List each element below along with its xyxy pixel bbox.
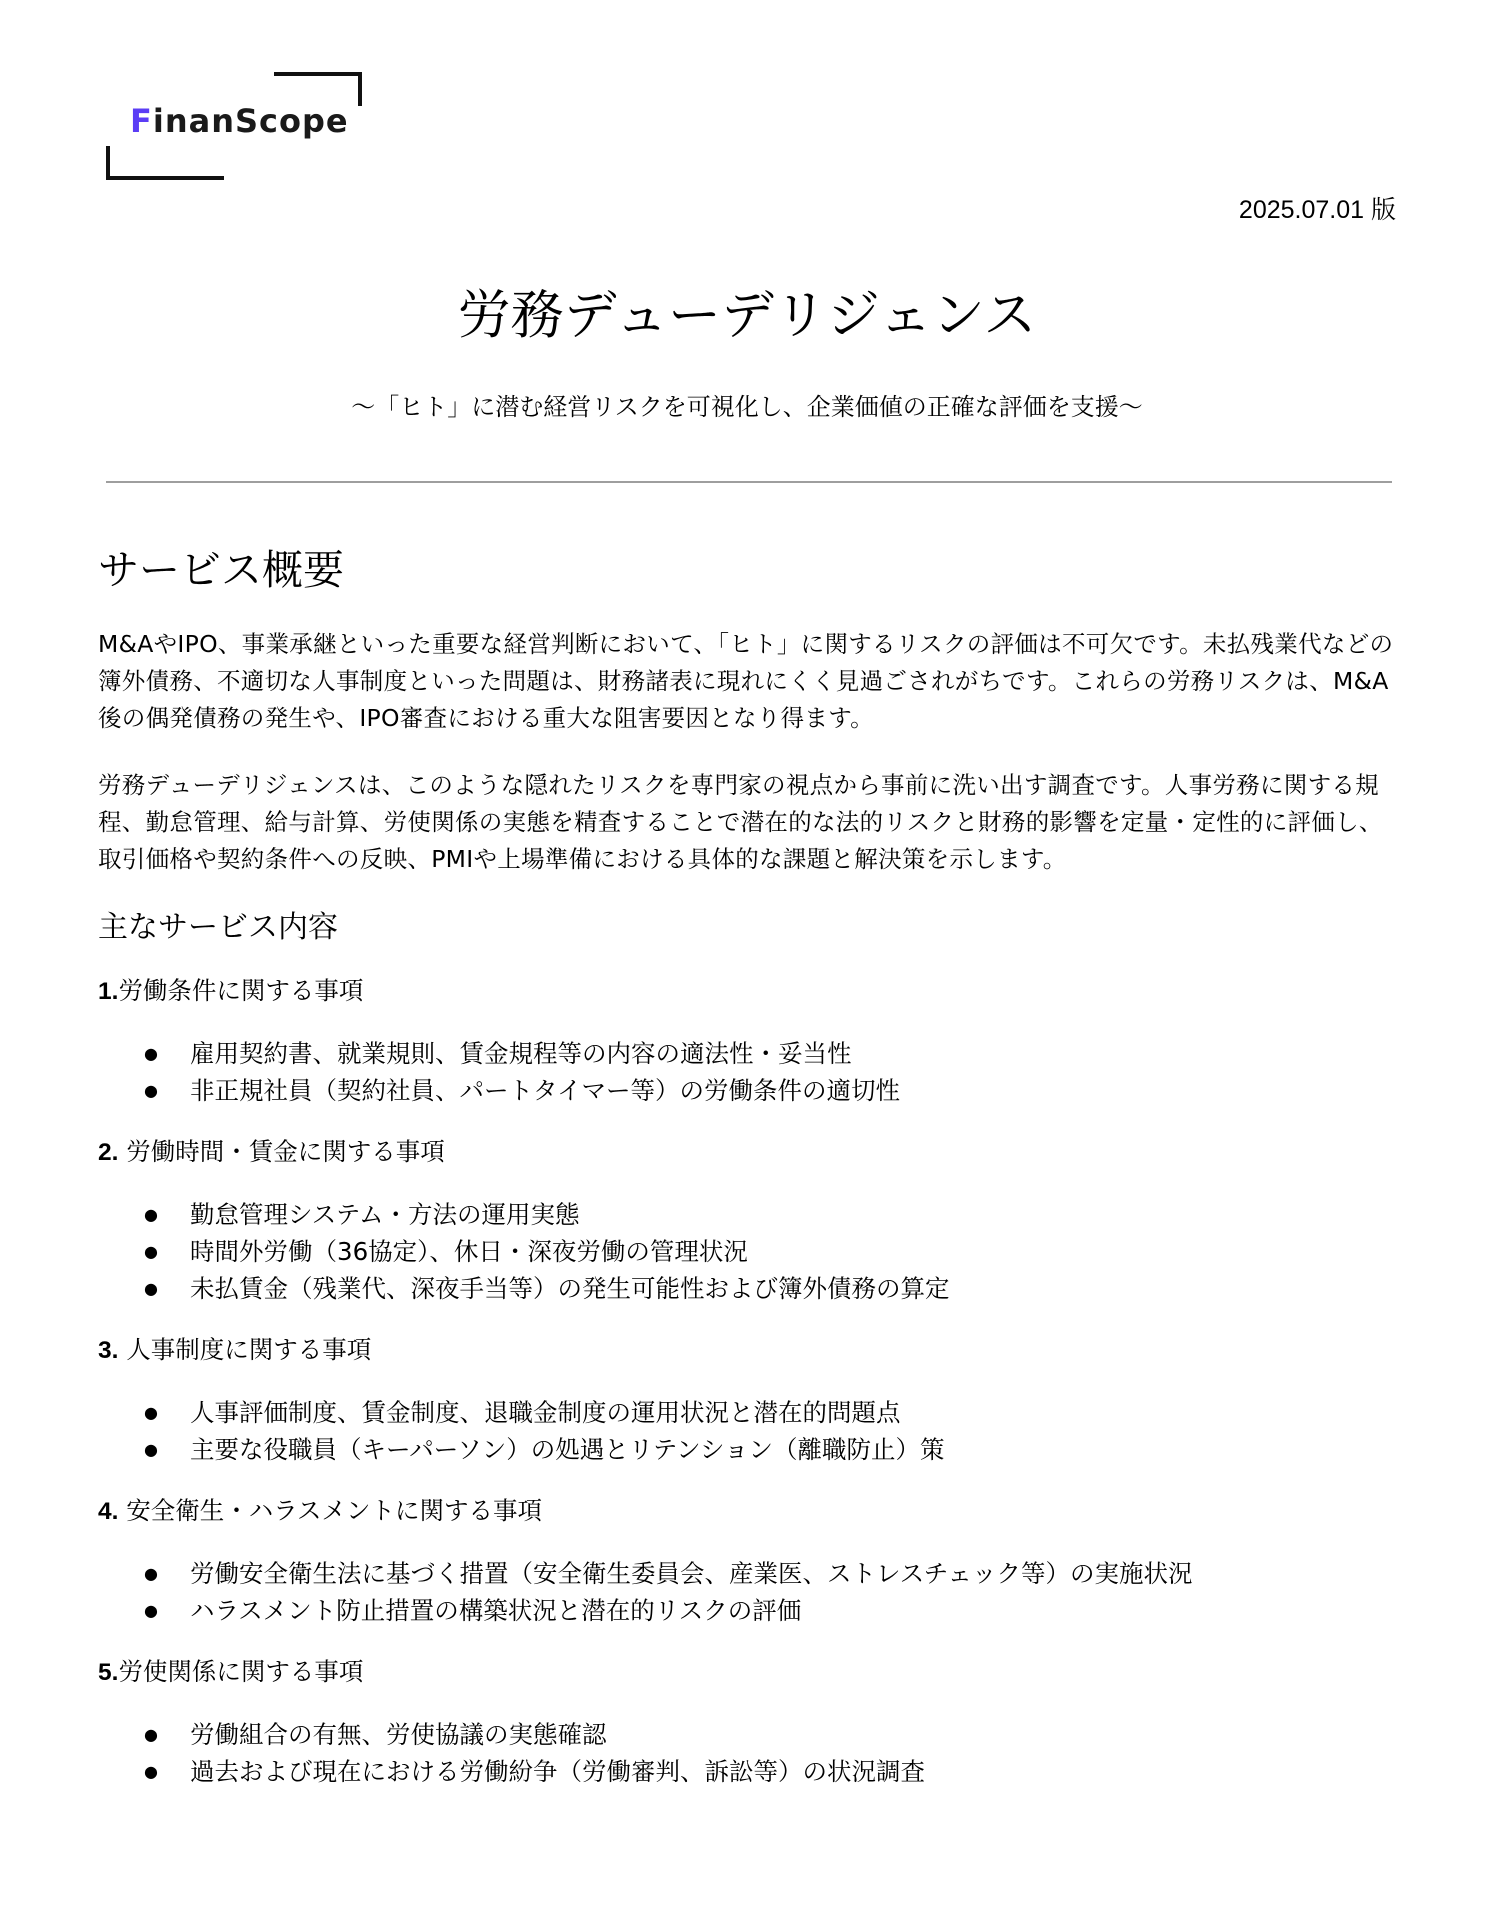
service-item-list [98,1035,1398,1109]
service-item-list [98,1716,1398,1790]
service-section-title [98,1135,1398,1170]
section-number: 2. [98,1139,119,1166]
list-item [98,1196,1398,1233]
list-item [98,1555,1398,1592]
service-section-title [98,1494,1398,1529]
list-item-text: 労働組合の有無、労使協議の実態確認 [190,1720,607,1749]
section-title-text: 労働時間・賃金に関する事項 [118,1137,445,1166]
bullet-icon: ● [144,1044,158,1063]
service-section-title [98,1333,1398,1368]
bullet-icon: ● [144,1205,158,1224]
bullet-icon: ● [144,1440,158,1459]
list-item-text: 勤怠管理システム・方法の運用実態 [190,1200,580,1229]
list-item [98,1716,1398,1753]
main-content [98,540,1398,1816]
section-title-text: 人事制度に関する事項 [118,1335,372,1364]
section-title-text: 労使関係に関する事項 [118,1657,364,1686]
list-item-text: 雇用契約書、就業規則、賃金規程等の内容の適法性・妥当性 [190,1039,852,1068]
list-item-text: 主要な役職員（キーパーソン）の処遇とリテンション（離職防止）策 [190,1435,945,1464]
services-heading: 主なサービス内容 [98,910,338,945]
overview-paragraph: M&AやIPO、事業承継といった重要な経営判断において、「ヒト」に関するリスクの評価は不可欠です。未払残業代などの簿外債務、不適切な人事制度といった問題は、財務諸表に現れにくく見過ごされがちです。これらの労務リスクは、M&A後の偶発債務の発生や、IPO審査における重大な阻害要因となり得ます。 [98,630,1394,732]
list-item-text: 時間外労働（36協定）、休日・深夜労働の管理状況 [190,1237,748,1266]
list-item [98,1753,1398,1790]
service-item-list [98,1196,1398,1307]
logo-wordmark-rest: inanScope [152,102,349,140]
section-number: 3. [98,1337,119,1364]
list-item-text: ハラスメント防止措置の構築状況と潜在的リスクの評価 [190,1596,802,1625]
list-item [98,1072,1398,1109]
service-section-title [98,974,1398,1009]
service-item-list [98,1555,1398,1629]
list-item [98,1431,1398,1468]
bullet-icon: ● [144,1279,158,1298]
list-item-text: 未払賃金（残業代、深夜手当等）の発生可能性および簿外債務の算定 [190,1274,950,1303]
list-item [98,1233,1398,1270]
logo-bracket-bottom-left [106,146,224,180]
list-item-text: 非正規社員（契約社員、パートタイマー等）の労働条件の適切性 [190,1076,901,1105]
finanscope-logo [106,72,362,180]
list-item [98,1270,1398,1307]
service-item-list [98,1394,1398,1468]
logo-wordmark [130,102,349,140]
section-title-text: 労働条件に関する事項 [118,976,364,1005]
overview-heading: サービス概要 [98,546,344,594]
section-number: 4. [98,1498,119,1525]
logo-bracket-top-right [274,72,362,106]
bullet-icon: ● [144,1601,158,1620]
page-title: 労務デューデリジェンス [457,285,1037,346]
list-item-text: 労働安全衛生法に基づく措置（安全衛生委員会、産業医、ストレスチェック等）の実施状況 [190,1559,1193,1588]
bullet-icon: ● [144,1564,158,1583]
list-item-text: 過去および現在における労働紛争（労働審判、訴訟等）の状況調査 [190,1757,925,1786]
list-item [98,1592,1398,1629]
bullet-icon: ● [144,1081,158,1100]
header-divider [106,481,1392,483]
overview-paragraph: 労務デューデリジェンスは、このような隠れたリスクを専門家の視点から事前に洗い出す調査です。人事労務に関する規程、勤怠管理、給与計算、労使関係の実態を精査することで潜在的な法的リスクと財務的影響を定量・定性的に評価し、取引価格や契約条件への反映、PMIや上場準備における具体的な課題と解決策を示します。 [98,771,1383,873]
list-item [98,1035,1398,1072]
section-number: 5. [98,1659,119,1686]
page-subtitle: 〜「ヒト」に潜む経営リスクを可視化し、企業価値の正確な評価を支援〜 [351,393,1143,421]
bullet-icon: ● [144,1403,158,1422]
version-label: 2025.07.01 版 [1238,196,1396,224]
bullet-icon: ● [144,1725,158,1744]
section-number: 1. [98,978,119,1005]
list-item [98,1394,1398,1431]
bullet-icon: ● [144,1762,158,1781]
service-section-title [98,1655,1398,1690]
section-title-text: 安全衛生・ハラスメントに関する事項 [118,1496,542,1525]
bullet-icon: ● [144,1242,158,1261]
logo-accent-letter: F [130,102,153,140]
list-item-text: 人事評価制度、賃金制度、退職金制度の運用状況と潜在的問題点 [190,1398,901,1427]
